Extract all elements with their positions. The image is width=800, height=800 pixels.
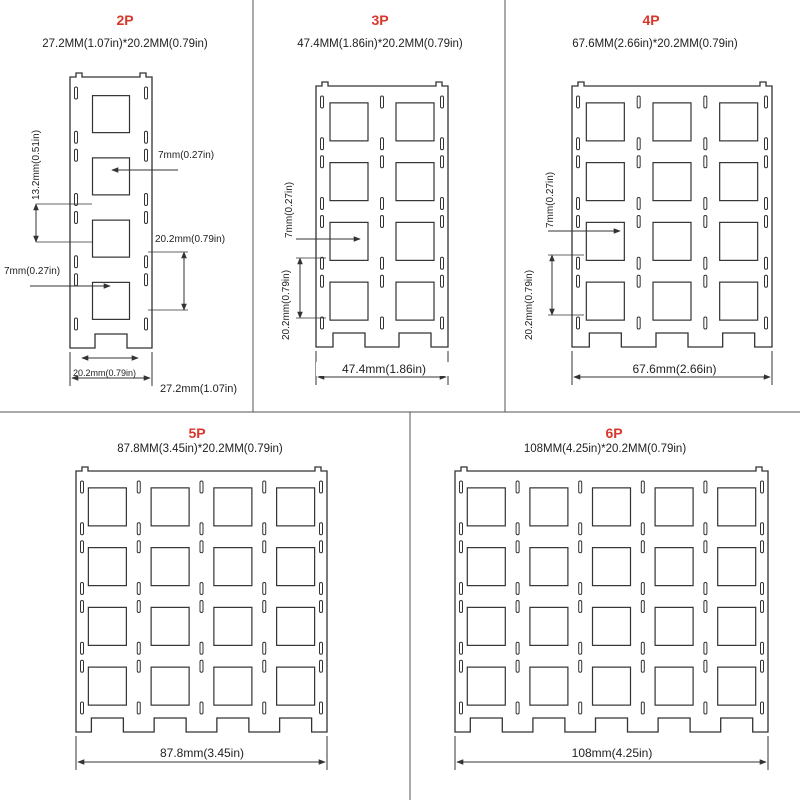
- tab-slot: [263, 660, 266, 672]
- tab-slot: [321, 275, 324, 287]
- tab-slot: [704, 216, 707, 228]
- tab-slot: [641, 702, 644, 714]
- battery-cell-slot: [586, 163, 624, 201]
- tab-slot: [200, 601, 203, 613]
- tab-slot: [75, 212, 78, 224]
- tab-slot: [81, 523, 84, 535]
- tab-slot: [75, 274, 78, 286]
- tab-slot: [441, 216, 444, 228]
- battery-cell-slot: [330, 282, 368, 320]
- tab-slot: [441, 156, 444, 168]
- battery-cell-slot: [277, 667, 315, 705]
- width-label-5p: 87.8mm(3.45in): [100, 746, 304, 760]
- panel-spec-5p: 87.8MM(3.45in)*20.2MM(0.79in): [117, 443, 283, 455]
- tab-slot: [200, 481, 203, 493]
- tab-slot: [145, 212, 148, 224]
- tab-slot: [637, 198, 640, 210]
- tab-slot: [579, 541, 582, 553]
- tab-slot: [577, 96, 580, 108]
- tab-slot: [641, 523, 644, 535]
- battery-cell-slot: [653, 222, 691, 260]
- battery-cell-slot: [467, 548, 505, 586]
- tab-slot: [320, 660, 323, 672]
- tab-slot: [320, 642, 323, 654]
- cell-width-label-2p: 20.2mm(0.79in): [73, 368, 137, 378]
- tab-slot: [579, 642, 582, 654]
- battery-cell-slot: [467, 607, 505, 645]
- tab-slot: [704, 583, 707, 595]
- width-label-6p: 108mm(4.25in): [510, 746, 714, 760]
- battery-cell-slot: [530, 607, 568, 645]
- tab-slot: [75, 256, 78, 268]
- battery-cell-slot: [88, 607, 126, 645]
- battery-cell-slot: [467, 667, 505, 705]
- tab-slot: [441, 96, 444, 108]
- tab-slot: [641, 642, 644, 654]
- battery-cell-slot: [655, 667, 693, 705]
- tab-slot: [381, 275, 384, 287]
- battery-cell-slot: [93, 96, 130, 133]
- tab-slot: [579, 481, 582, 493]
- battery-cell-slot: [720, 282, 758, 320]
- tab-slot: [577, 138, 580, 150]
- tab-slot: [704, 702, 707, 714]
- tab-slot: [137, 541, 140, 553]
- battery-cell-slot: [718, 488, 756, 526]
- tab-slot: [765, 275, 768, 287]
- width-label-3p: 47.4mm(1.86in): [316, 362, 452, 376]
- battery-cell-slot: [530, 548, 568, 586]
- tab-slot: [381, 96, 384, 108]
- tab-slot: [263, 523, 266, 535]
- tab-slot: [321, 317, 324, 329]
- battery-cell-slot: [653, 282, 691, 320]
- tab-slot: [137, 702, 140, 714]
- tab-slot: [704, 317, 707, 329]
- tab-slot: [320, 583, 323, 595]
- width-label-4p: 67.6mm(2.66in): [585, 362, 764, 376]
- tab-slot: [441, 275, 444, 287]
- battery-cell-slot: [151, 607, 189, 645]
- tab-slot: [579, 523, 582, 535]
- tab-slot: [460, 601, 463, 613]
- battery-cell-slot: [330, 163, 368, 201]
- tab-slot: [263, 481, 266, 493]
- battery-cell-slot: [396, 222, 434, 260]
- tab-slot: [137, 481, 140, 493]
- tab-slot: [579, 601, 582, 613]
- battery-cell-slot: [214, 488, 252, 526]
- battery-cell-slot: [718, 548, 756, 586]
- tab-slot: [200, 523, 203, 535]
- tab-slot: [75, 149, 78, 161]
- battery-cell-slot: [655, 488, 693, 526]
- tab-slot: [321, 257, 324, 269]
- tab-slot: [200, 702, 203, 714]
- tab-slot: [460, 523, 463, 535]
- tab-slot: [579, 583, 582, 595]
- tab-slot: [637, 275, 640, 287]
- battery-cell-slot: [277, 607, 315, 645]
- battery-cell-slot: [277, 548, 315, 586]
- tab-slot: [263, 583, 266, 595]
- tab-slot: [704, 275, 707, 287]
- tab-slot: [765, 156, 768, 168]
- panel-title-5p: 5P: [188, 425, 206, 441]
- battery-cell-slot: [653, 103, 691, 141]
- tab-slot: [441, 257, 444, 269]
- tab-slot: [263, 541, 266, 553]
- tab-slot: [577, 198, 580, 210]
- width-label-2p: 27.2mm(1.07in): [160, 383, 238, 395]
- tab-slot: [441, 317, 444, 329]
- tab-slot: [761, 642, 764, 654]
- tab-slot: [704, 138, 707, 150]
- tab-slot: [704, 660, 707, 672]
- battery-cell-slot: [88, 548, 126, 586]
- tab-slot: [145, 131, 148, 143]
- tab-slot: [320, 601, 323, 613]
- battery-cell-slot: [720, 163, 758, 201]
- battery-cell-slot: [88, 488, 126, 526]
- tab-slot: [577, 275, 580, 287]
- tab-slot: [704, 642, 707, 654]
- tab-slot: [577, 216, 580, 228]
- tab-slot: [81, 541, 84, 553]
- tab-slot: [577, 257, 580, 269]
- tab-slot: [577, 156, 580, 168]
- tab-slot: [761, 481, 764, 493]
- pitch-label-2p: 20.2mm(0.79in): [155, 234, 226, 245]
- tab-slot: [516, 702, 519, 714]
- tab-slot: [321, 216, 324, 228]
- tab-slot: [460, 583, 463, 595]
- tab-slot: [200, 541, 203, 553]
- battery-cell-slot: [718, 607, 756, 645]
- tab-slot: [81, 601, 84, 613]
- battery-cell-slot: [88, 667, 126, 705]
- tab-slot: [579, 660, 582, 672]
- tab-slot: [641, 481, 644, 493]
- battery-cell-slot: [214, 607, 252, 645]
- battery-cell-slot: [214, 548, 252, 586]
- tab-slot: [641, 583, 644, 595]
- tab-slot: [320, 541, 323, 553]
- battery-cell-slot: [530, 667, 568, 705]
- battery-cell-slot: [586, 103, 624, 141]
- battery-cell-slot: [396, 163, 434, 201]
- tab-slot: [320, 481, 323, 493]
- panel-spec-4p: 67.6MM(2.66in)*20.2MM(0.79in): [572, 38, 738, 50]
- tab-slot: [516, 481, 519, 493]
- battery-cell-slot: [93, 158, 130, 195]
- tab-slot: [761, 601, 764, 613]
- tab-slot: [137, 642, 140, 654]
- tab-slot: [137, 660, 140, 672]
- tab-slot: [441, 198, 444, 210]
- battery-cell-slot: [586, 282, 624, 320]
- tab-slot: [704, 257, 707, 269]
- panel-spec-3p: 47.4MM(1.86in)*20.2MM(0.79in): [297, 38, 463, 50]
- tab-slot: [761, 583, 764, 595]
- tab-slot: [460, 541, 463, 553]
- tab-slot: [81, 660, 84, 672]
- tab-slot: [81, 481, 84, 493]
- tab-slot: [145, 87, 148, 99]
- panel-spec-6p: 108MM(4.25in)*20.2MM(0.79in): [523, 443, 687, 455]
- tab-slot: [765, 216, 768, 228]
- tab-slot: [321, 156, 324, 168]
- battery-cell-slot: [593, 667, 631, 705]
- battery-cell-slot: [467, 488, 505, 526]
- tab-slot: [641, 601, 644, 613]
- pitch-label-4p: 20.2mm(0.79in): [524, 269, 535, 340]
- tab-slot: [765, 138, 768, 150]
- tab-slot: [321, 138, 324, 150]
- gap-left-label-2p: 7mm(0.27in): [4, 266, 61, 277]
- tab-slot: [145, 256, 148, 268]
- tab-slot: [145, 194, 148, 206]
- tab-slot: [516, 523, 519, 535]
- battery-cell-slot: [593, 607, 631, 645]
- battery-cell-slot: [330, 103, 368, 141]
- tab-slot: [761, 702, 764, 714]
- tab-slot: [637, 138, 640, 150]
- gap-label-3p: 7mm(0.27in): [284, 181, 295, 238]
- tab-slot: [145, 149, 148, 161]
- tab-slot: [200, 583, 203, 595]
- battery-cell-slot: [586, 222, 624, 260]
- tab-slot: [516, 601, 519, 613]
- cell-height-label-2p: 13.2mm(0.51in): [31, 129, 42, 200]
- tab-slot: [441, 138, 444, 150]
- tab-slot: [516, 660, 519, 672]
- tab-slot: [81, 702, 84, 714]
- tab-slot: [577, 317, 580, 329]
- tab-slot: [381, 216, 384, 228]
- tab-slot: [321, 198, 324, 210]
- tab-slot: [200, 642, 203, 654]
- battery-cell-slot: [530, 488, 568, 526]
- tab-slot: [516, 583, 519, 595]
- tab-slot: [460, 660, 463, 672]
- tab-slot: [137, 583, 140, 595]
- tab-slot: [381, 138, 384, 150]
- tab-slot: [460, 702, 463, 714]
- tab-slot: [460, 642, 463, 654]
- panel-title-4p: 4P: [642, 12, 660, 28]
- tab-slot: [579, 702, 582, 714]
- battery-cell-slot: [93, 220, 130, 257]
- tab-slot: [145, 318, 148, 330]
- tab-slot: [320, 523, 323, 535]
- tab-slot: [381, 156, 384, 168]
- battery-cell-slot: [151, 667, 189, 705]
- battery-cell-slot: [653, 163, 691, 201]
- tab-slot: [75, 131, 78, 143]
- tab-slot: [637, 257, 640, 269]
- tab-slot: [200, 660, 203, 672]
- gap-label-4p: 7mm(0.27in): [545, 171, 556, 228]
- tab-slot: [263, 642, 266, 654]
- tab-slot: [704, 198, 707, 210]
- battery-cell-slot: [330, 222, 368, 260]
- panel-title-6p: 6P: [605, 425, 623, 441]
- tab-slot: [516, 642, 519, 654]
- battery-cell-slot: [720, 103, 758, 141]
- tab-slot: [263, 601, 266, 613]
- pitch-label-3p: 20.2mm(0.79in): [281, 269, 292, 340]
- tab-slot: [704, 96, 707, 108]
- tab-slot: [460, 481, 463, 493]
- tab-slot: [704, 601, 707, 613]
- tab-slot: [75, 318, 78, 330]
- tab-slot: [516, 541, 519, 553]
- battery-cell-slot: [593, 548, 631, 586]
- tab-slot: [263, 702, 266, 714]
- tab-slot: [704, 481, 707, 493]
- tab-slot: [761, 523, 764, 535]
- tab-slot: [637, 216, 640, 228]
- tab-slot: [641, 541, 644, 553]
- tab-slot: [320, 702, 323, 714]
- tab-slot: [765, 257, 768, 269]
- battery-cell-slot: [214, 667, 252, 705]
- battery-cell-slot: [593, 488, 631, 526]
- tab-slot: [381, 257, 384, 269]
- tab-slot: [761, 541, 764, 553]
- battery-cell-slot: [277, 488, 315, 526]
- battery-cell-slot: [718, 667, 756, 705]
- tab-slot: [637, 96, 640, 108]
- tab-slot: [765, 317, 768, 329]
- tab-slot: [637, 156, 640, 168]
- battery-cell-slot: [655, 607, 693, 645]
- tab-slot: [81, 583, 84, 595]
- tab-slot: [704, 541, 707, 553]
- battery-cell-slot: [396, 103, 434, 141]
- tab-slot: [765, 96, 768, 108]
- tab-slot: [704, 523, 707, 535]
- tab-slot: [321, 96, 324, 108]
- tab-slot: [137, 601, 140, 613]
- battery-cell-slot: [720, 222, 758, 260]
- tab-slot: [641, 660, 644, 672]
- tab-slot: [637, 317, 640, 329]
- panel-title-2p: 2P: [116, 12, 134, 28]
- battery-cell-slot: [655, 548, 693, 586]
- battery-cell-slot: [151, 548, 189, 586]
- tab-slot: [765, 198, 768, 210]
- battery-cell-slot: [93, 282, 130, 319]
- tab-slot: [381, 317, 384, 329]
- tab-slot: [704, 156, 707, 168]
- tab-slot: [381, 198, 384, 210]
- tab-slot: [761, 660, 764, 672]
- panel-spec-2p: 27.2MM(1.07in)*20.2MM(0.79in): [42, 38, 208, 50]
- tab-slot: [137, 523, 140, 535]
- battery-cell-slot: [151, 488, 189, 526]
- tab-slot: [75, 87, 78, 99]
- tab-slot: [81, 642, 84, 654]
- panel-title-3p: 3P: [371, 12, 389, 28]
- tab-slot: [145, 274, 148, 286]
- gap-label-2p: 7mm(0.27in): [158, 150, 215, 161]
- battery-cell-slot: [396, 282, 434, 320]
